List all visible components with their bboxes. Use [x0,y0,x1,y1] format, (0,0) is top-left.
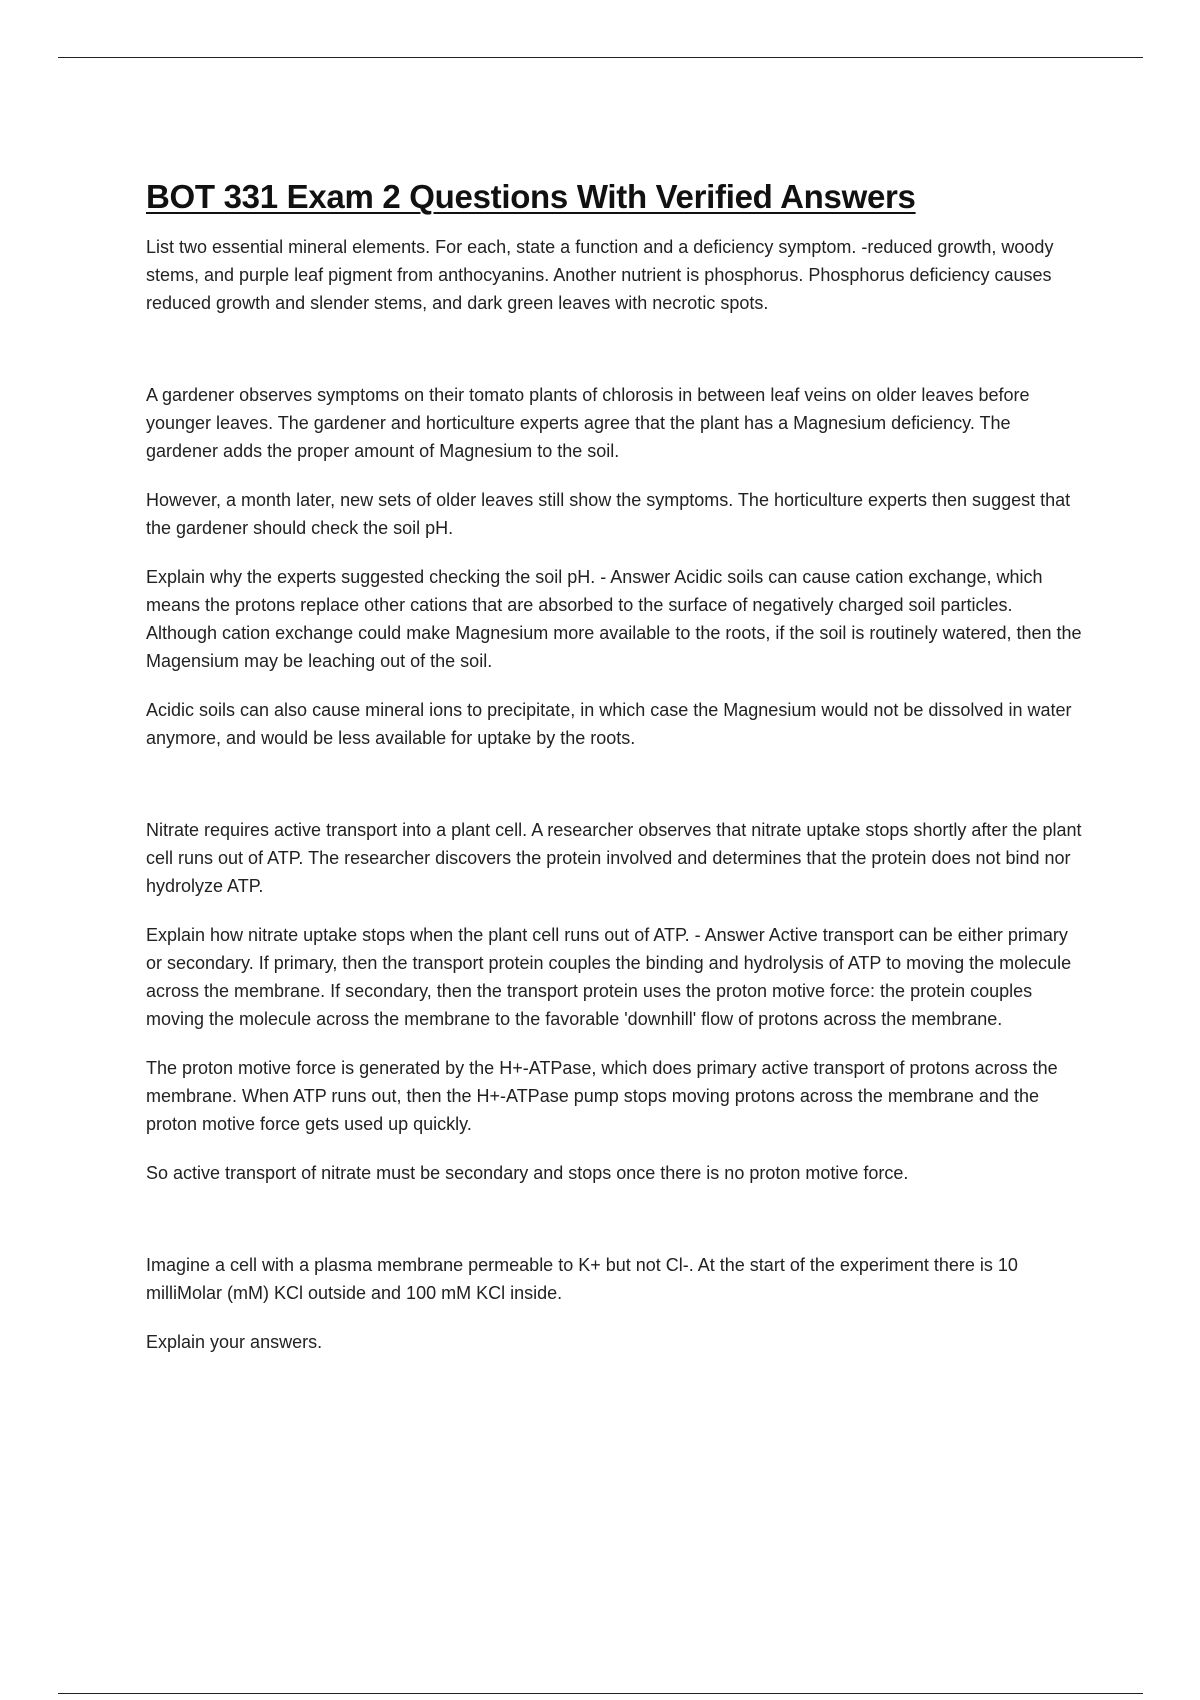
question-block-minerals [146,233,1086,317]
paragraph: Imagine a cell with a plasma membrane permeable to K+ but not Cl-. At the start of the experiment there is 10 milliMolar (mM) KCl outside and 100 mM KCl inside. [146,1254,1018,1303]
top-rule [58,57,1143,58]
paragraph: So active transport of nitrate must be secondary and stops once there is no proton motive force. [146,1162,909,1183]
spacer [146,773,1086,816]
paragraph: Explain your answers. [146,1331,323,1352]
bottom-rule [58,1693,1143,1694]
paragraph: List two essential mineral elements. For each, state a function and a deficiency symptom. -reduced growth, woody stems, and purple leaf pigment from anthocyanins. Another nutrient is phosphorus. Phosphorus deficiency causes reduced growth and slender stems, and dark green leaves with necrotic spots. [146,236,1054,313]
paragraph: Explain why the experts suggested checking the soil pH. - Answer Acidic soils can cause cation exchange, which means the protons replace other cations that are absorbed to the surface of negatively charged soil particles. Although cation exchange could make Magnesium more available to the roots, if the soil is routinely watered, then the Magensium may be leaching out of the soil. [146,566,1082,671]
spacer [146,338,1086,381]
question-block-nitrate [146,816,1086,1187]
paragraph: A gardener observes symptoms on their tomato plants of chlorosis in between leaf veins on older leaves before younger leaves. The gardener and horticulture experts agree that the plant has a Magnesium deficiency. The gardener adds the proper amount of Magnesium to the soil. [146,384,1030,461]
document-body [146,176,1086,1377]
question-block-membrane [146,1251,1086,1356]
paragraph: However, a month later, new sets of older leaves still show the symptoms. The horticulture experts then suggest that the gardener should check the soil pH. [146,489,1071,538]
paragraph: Nitrate requires active transport into a plant cell. A researcher observes that nitrate uptake stops shortly after the plant cell runs out of ATP. The researcher discovers the protein involved and determines that the protein does not bind nor hydrolyze ATP. [146,819,1082,896]
paragraph: The proton motive force is generated by the H+-ATPase, which does primary active transport of protons across the membrane. When ATP runs out, then the H+-ATPase pump stops moving protons across the membrane and the proton motive force gets used up quickly. [146,1057,1058,1134]
document-title: BOT 331 Exam 2 Questions With Verified Answers [146,178,916,215]
spacer [146,1208,1086,1251]
paragraph: Explain how nitrate uptake stops when the plant cell runs out of ATP. - Answer Active transport can be either primary or secondary. If primary, then the transport protein couples the binding and hydrolysis of ATP to moving the molecule across the membrane. If secondary, then the transport protein uses the proton motive force: the protein couples moving the molecule across the membrane to the favorable 'downhill' flow of protons across the membrane. [146,924,1072,1029]
question-block-magnesium [146,381,1086,752]
paragraph: Acidic soils can also cause mineral ions to precipitate, in which case the Magnesium would not be dissolved in water anymore, and would be less available for uptake by the roots. [146,699,1072,748]
